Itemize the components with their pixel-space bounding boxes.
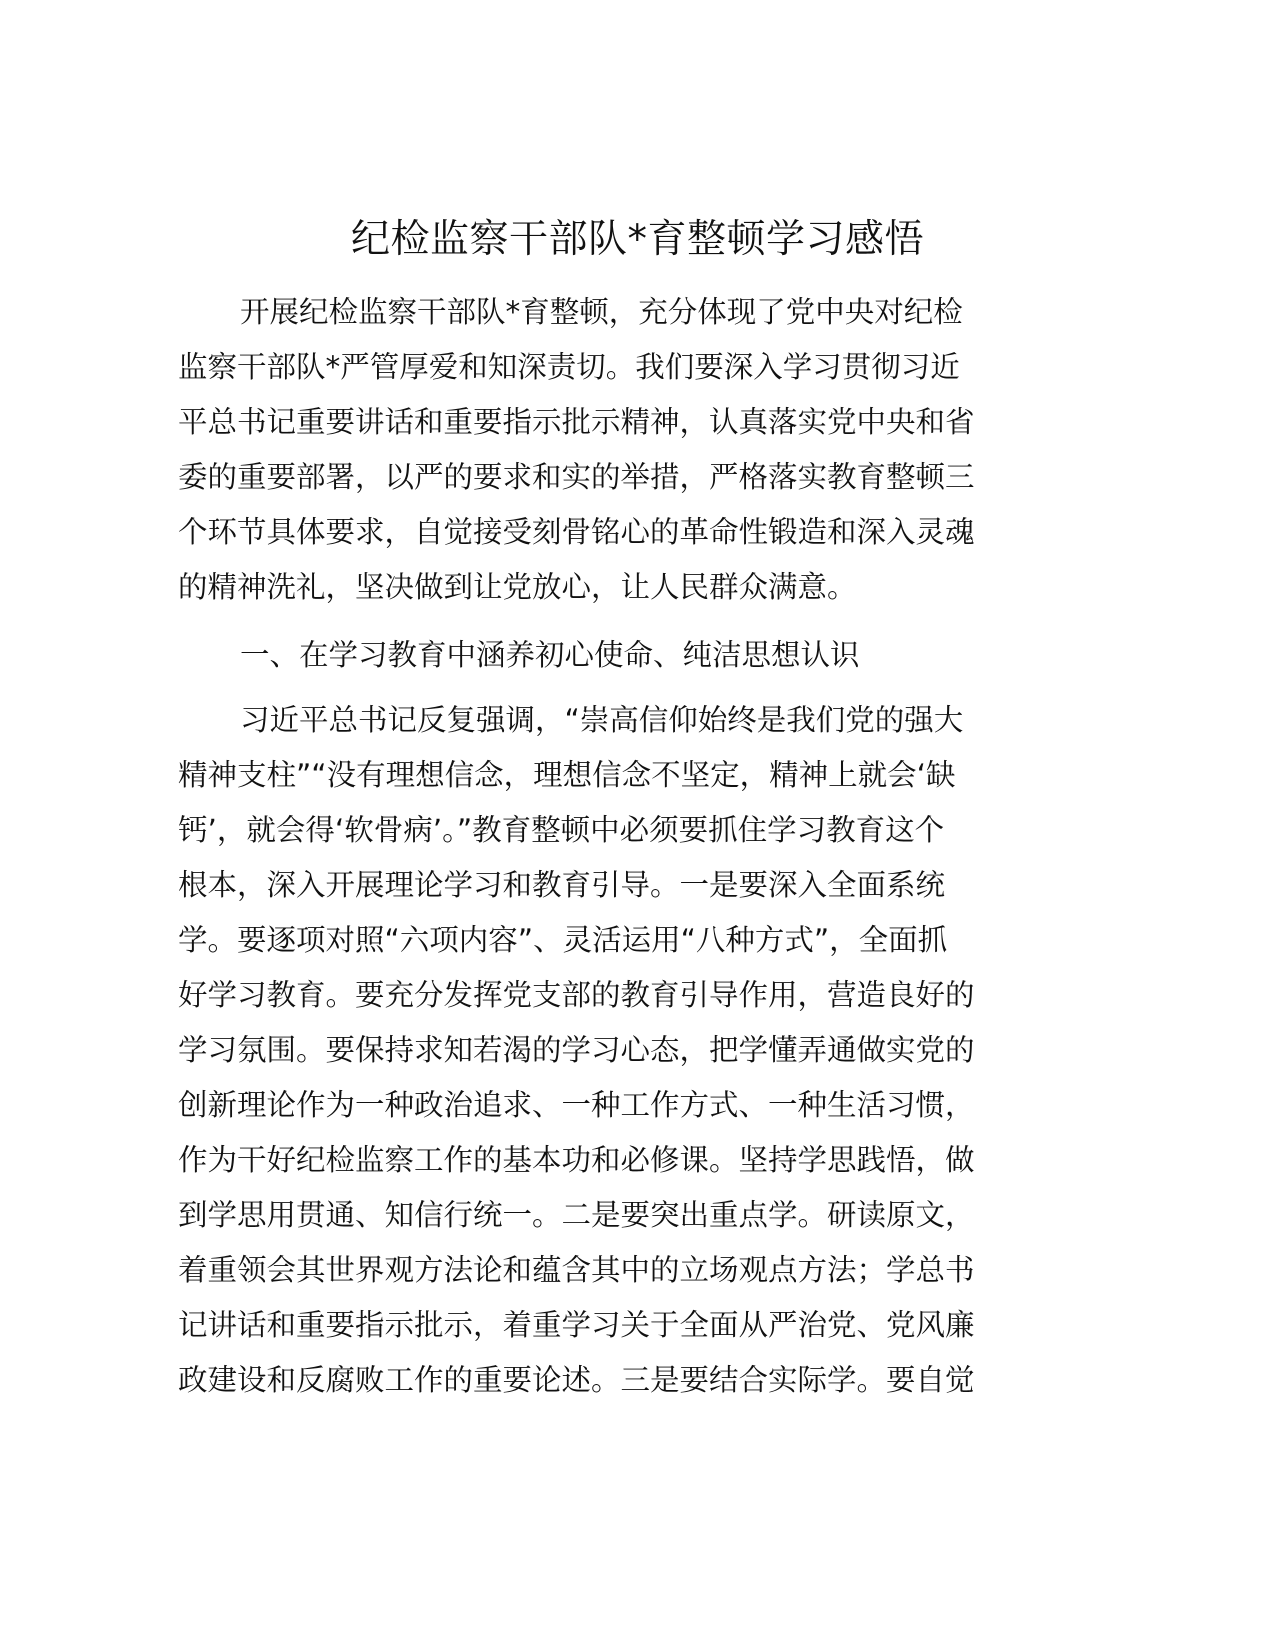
- text-line: 根本，深入开展理论学习和教育引导。一是要深入全面系统: [178, 868, 946, 902]
- text-line: 学习氛围。要保持求知若渴的学习心态，把学懂弄通做实党的: [178, 1033, 975, 1067]
- text-line: 开展纪检监察干部队*育整顿，充分体现了党中央对纪检: [240, 295, 963, 329]
- text-line: 习近平总书记反复强调，“崇高信仰始终是我们党的强大: [240, 703, 964, 737]
- text-line: 记讲话和重要指示批示，着重学习关于全面从严治党、党风廉: [178, 1308, 975, 1342]
- section-heading-text: 一、在学习教育中涵养初心使命、纯洁思想认识: [240, 638, 860, 672]
- document-title: 纪检监察干部队*育整顿学习感悟: [350, 217, 924, 262]
- text-line: 钙’，就会得‘软骨病’。”教育整顿中必须要抓住学习教育这个: [178, 813, 945, 847]
- text-line: 委的重要部署，以严的要求和实的举措，严格落实教育整顿三: [178, 460, 975, 494]
- text-line: 好学习教育。要充分发挥党支部的教育引导作用，营造良好的: [178, 978, 975, 1012]
- text-line: 着重领会其世界观方法论和蕴含其中的立场观点方法；学总书: [178, 1253, 975, 1287]
- text-line: 的精神洗礼，坚决做到让党放心，让人民群众满意。: [178, 570, 857, 604]
- text-line: 精神支柱”“没有理想信念，理想信念不坚定，精神上就会‘缺: [178, 758, 956, 792]
- text-line: 监察干部队*严管厚爱和知深责切。我们要深入学习贯彻习近: [178, 350, 960, 384]
- text-line: 平总书记重要讲话和重要指示批示精神，认真落实党中央和省: [178, 405, 975, 439]
- text-line: 到学思用贯通、知信行统一。二是要突出重点学。研读原文，: [178, 1198, 975, 1232]
- text-line: 政建设和反腐败工作的重要论述。三是要结合实际学。要自觉: [178, 1363, 975, 1397]
- text-line: 创新理论作为一种政治追求、一种工作方式、一种生活习惯，: [178, 1088, 975, 1122]
- text-line: 个环节具体要求，自觉接受刻骨铭心的革命性锻造和深入灵魂: [178, 515, 975, 549]
- text-line: 作为干好纪检监察工作的基本功和必修课。坚持学思践悟，做: [178, 1143, 975, 1177]
- text-line: 学。要逐项对照“六项内容”、灵活运用“八种方式”，全面抓: [178, 923, 948, 957]
